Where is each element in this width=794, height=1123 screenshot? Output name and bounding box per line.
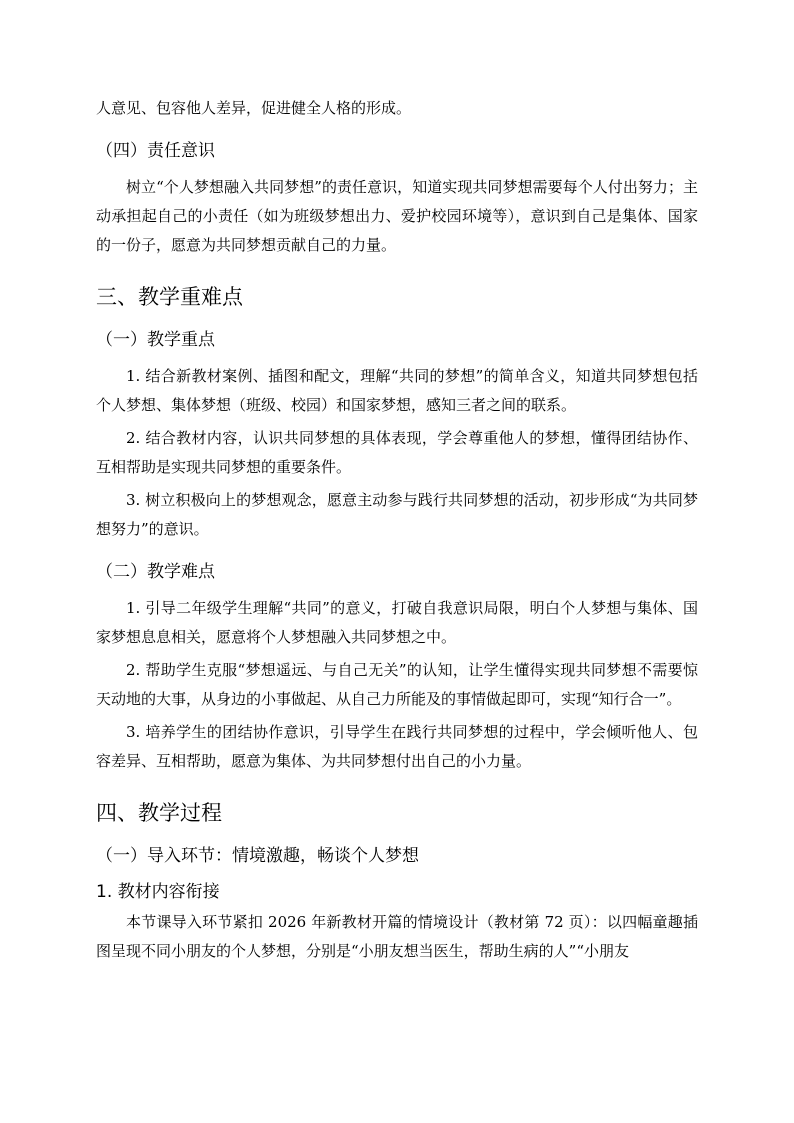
section-heading-difficult-points: （二）教学难点 bbox=[96, 562, 215, 582]
key-point-item-2: 2. 结合教材内容，认识共同梦想的具体表现，学会尊重他人的梦想，懂得团结协作、互相帮助是实现共同梦想的重要条件。 bbox=[96, 429, 698, 476]
difficult-point-item-2: 2. 帮助学生克服“梦想遥远、与自己无关”的认知，让学生懂得实现共同梦想不需要惊天动地的大事，从身边的小事做起、从自己力所能及的事情做起即可，实现“知行合一”。 bbox=[96, 661, 698, 708]
chapter-heading-key-difficult-points: 三、教学重难点 bbox=[96, 285, 243, 309]
paragraph-continuation: 人意见、包容他人差异，促进健全人格的形成。 bbox=[96, 99, 412, 117]
difficult-point-item-1: 1. 引导二年级学生理解“共同”的意义，打破自我意识局限，明白个人梦想与集体、国家梦想息息相关，愿意将个人梦想融入共同梦想之中。 bbox=[96, 599, 698, 646]
key-point-item-3: 3. 树立积极向上的梦想观念，愿意主动参与践行共同梦想的活动，初步形成“为共同梦想努力”的意识。 bbox=[96, 491, 698, 538]
paragraph-textbook-link: 本节课导入环节紧扣 2026 年新教材开篇的情境设计（教材第 72 页）：以四幅童趣插图呈现不同小朋友的个人梦想，分别是“小朋友想当医生，帮助生病的人”“小朋友 bbox=[96, 913, 698, 960]
section-heading-introduction: （一）导入环节：情境激趣，畅谈个人梦想 bbox=[96, 846, 419, 866]
subsection-heading-textbook-link: 1. 教材内容衔接 bbox=[96, 882, 220, 902]
difficult-point-item-3: 3. 培养学生的团结协作意识，引导学生在践行共同梦想的过程中，学会倾听他人、包容差异、互相帮助，愿意为集体、为共同梦想付出自己的小力量。 bbox=[96, 723, 698, 770]
chapter-heading-teaching-process: 四、教学过程 bbox=[96, 801, 222, 825]
key-point-item-1: 1. 结合新教材案例、插图和配文，理解“共同的梦想”的简单含义，知道共同梦想包括个人梦想、集体梦想（班级、校园）和国家梦想，感知三者之间的联系。 bbox=[96, 367, 698, 414]
paragraph-responsibility: 树立“个人梦想融入共同梦想”的责任意识，知道实现共同梦想需要每个人付出努力；主动承担起自己的小责任（如为班级梦想出力、爱护校园环境等），意识到自己是集体、国家的一份子，愿意为共同梦想贡献自己的力量。 bbox=[96, 178, 698, 254]
document-body bbox=[96, 94, 698, 966]
section-heading-responsibility: （四）责任意识 bbox=[96, 141, 215, 161]
section-heading-key-points: （一）教学重点 bbox=[96, 330, 215, 350]
